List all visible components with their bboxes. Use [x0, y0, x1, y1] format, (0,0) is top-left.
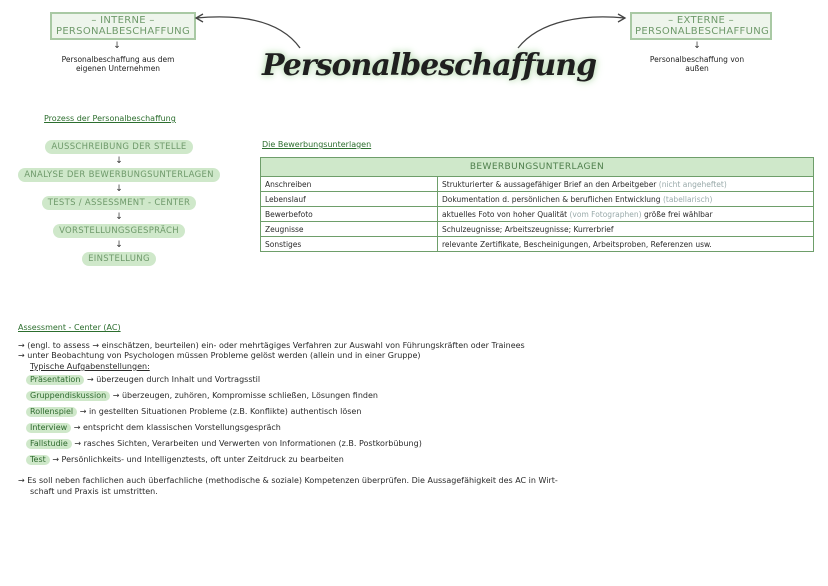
table-row	[261, 222, 814, 237]
page-title: Personalbeschaffung	[262, 48, 597, 83]
conclusion-line-1: → Es soll neben fachlichen auch überfachliche (methodische & soziale) Kompetenzen überprüfen. Die Aussagefähigkeit des AC in Wirt-	[18, 476, 558, 485]
table-row	[261, 237, 814, 252]
down-arrow-icon: ↓	[115, 240, 123, 250]
task-text: → überzeugen, zuhören, Kompromisse schließen, Lösungen finden	[112, 391, 378, 400]
tasks-list	[26, 375, 422, 471]
process-step: TESTS / ASSESSMENT - CENTER	[42, 196, 197, 210]
task-tag: Fallstudie	[26, 439, 72, 449]
table-row	[261, 177, 814, 192]
down-arrow-icon: ↓	[693, 41, 701, 51]
external-label-line2: PERSONALBESCHAFFUNG	[635, 26, 770, 37]
table-cell-name: Lebenslauf	[261, 192, 438, 207]
table-row	[261, 207, 814, 222]
table-cell-desc: relevante Zertifikate, Bescheinigungen, Arbeitsproben, Referenzen usw.	[438, 237, 814, 252]
task-tag: Präsentation	[26, 375, 84, 385]
process-heading: Prozess der Personalbeschaffung	[44, 114, 176, 123]
internal-label-line2: PERSONALBESCHAFFUNG	[55, 26, 191, 37]
process-flow	[6, 140, 232, 266]
assessment-line-1: → (engl. to assess → einschätzen, beurteilen) ein- oder mehrtägiges Verfahren zur Auswahl von Führungskräften oder Trainees	[18, 341, 525, 350]
internal-desc-line1: Personalbeschaffung aus dem	[61, 55, 175, 64]
internal-label-line1: – INTERNE –	[91, 15, 155, 26]
task-item	[26, 375, 422, 391]
documents-table-wrapper	[260, 157, 814, 252]
task-tag: Interview	[26, 423, 71, 433]
table-cell-name: Zeugnisse	[261, 222, 438, 237]
assessment-heading: Assessment - Center (AC)	[18, 323, 121, 332]
task-text: → überzeugen durch Inhalt und Vortragsstil	[86, 375, 261, 384]
table-cell-name: Bewerbefoto	[261, 207, 438, 222]
conclusion-line-2: schaft und Praxis ist umstritten.	[30, 487, 158, 496]
external-desc-line2: außen	[685, 64, 709, 73]
process-step: EINSTELLUNG	[82, 252, 156, 266]
curved-arrow-left-icon	[196, 17, 300, 48]
process-step: VORSTELLUNGSGESPRÄCH	[53, 224, 185, 238]
process-step: ANALYSE DER BEWERBUNGSUNTERLAGEN	[18, 168, 220, 182]
table-cell-name: Sonstiges	[261, 237, 438, 252]
down-arrow-icon: ↓	[115, 184, 123, 194]
table-header: BEWERBUNGSUNTERLAGEN	[261, 158, 814, 177]
down-arrow-icon: ↓	[115, 156, 123, 166]
task-item	[26, 439, 422, 455]
process-step: AUSSCHREIBUNG DER STELLE	[45, 140, 192, 154]
table-cell-desc: aktuelles Foto von hoher Qualität (vom Fotographen) größe frei wählbar	[438, 207, 814, 222]
task-text: → Persönlichkeits- und Intelligenztests, oft unter Zeitdruck zu bearbeiten	[52, 455, 344, 464]
task-item	[26, 407, 422, 423]
external-desc-line1: Personalbeschaffung von	[649, 55, 745, 64]
task-item	[26, 455, 422, 471]
documents-heading: Die Bewerbungsunterlagen	[262, 140, 372, 149]
task-text: → entspricht dem klassischen Vorstellungsgespräch	[73, 423, 281, 432]
tasks-heading: Typische Aufgabenstellungen:	[30, 362, 150, 371]
task-text: → in gestellten Situationen Probleme (z.B. Konflikte) authentisch lösen	[79, 407, 362, 416]
table-cell-desc: Strukturierter & aussagefähiger Brief an den Arbeitgeber (nicht angeheftet)	[438, 177, 814, 192]
assessment-line-2: → unter Beobachtung von Psychologen müssen Probleme gelöst werden (allein und in einer Gruppe)	[18, 351, 421, 360]
table-cell-name: Anschreiben	[261, 177, 438, 192]
table-cell-desc: Dokumentation d. persönlichen & beruflichen Entwicklung (tabellarisch)	[438, 192, 814, 207]
task-tag: Rollenspiel	[26, 407, 77, 417]
task-item	[26, 391, 422, 407]
task-item	[26, 423, 422, 439]
documents-table	[260, 157, 814, 252]
task-tag: Gruppendiskussion	[26, 391, 110, 401]
down-arrow-icon: ↓	[113, 41, 121, 51]
table-cell-desc: Schulzeugnisse; Arbeitszeugnisse; Kurrerbrief	[438, 222, 814, 237]
down-arrow-icon: ↓	[115, 212, 123, 222]
external-label-line1: – EXTERNE –	[668, 15, 734, 26]
internal-desc-line2: eigenen Unternehmen	[75, 64, 161, 73]
table-row	[261, 192, 814, 207]
task-text: → rasches Sichten, Verarbeiten und Verwerten von Informationen (z.B. Postkorbübung)	[74, 439, 422, 448]
task-tag: Test	[26, 455, 50, 465]
curved-arrow-right-icon	[518, 17, 625, 48]
